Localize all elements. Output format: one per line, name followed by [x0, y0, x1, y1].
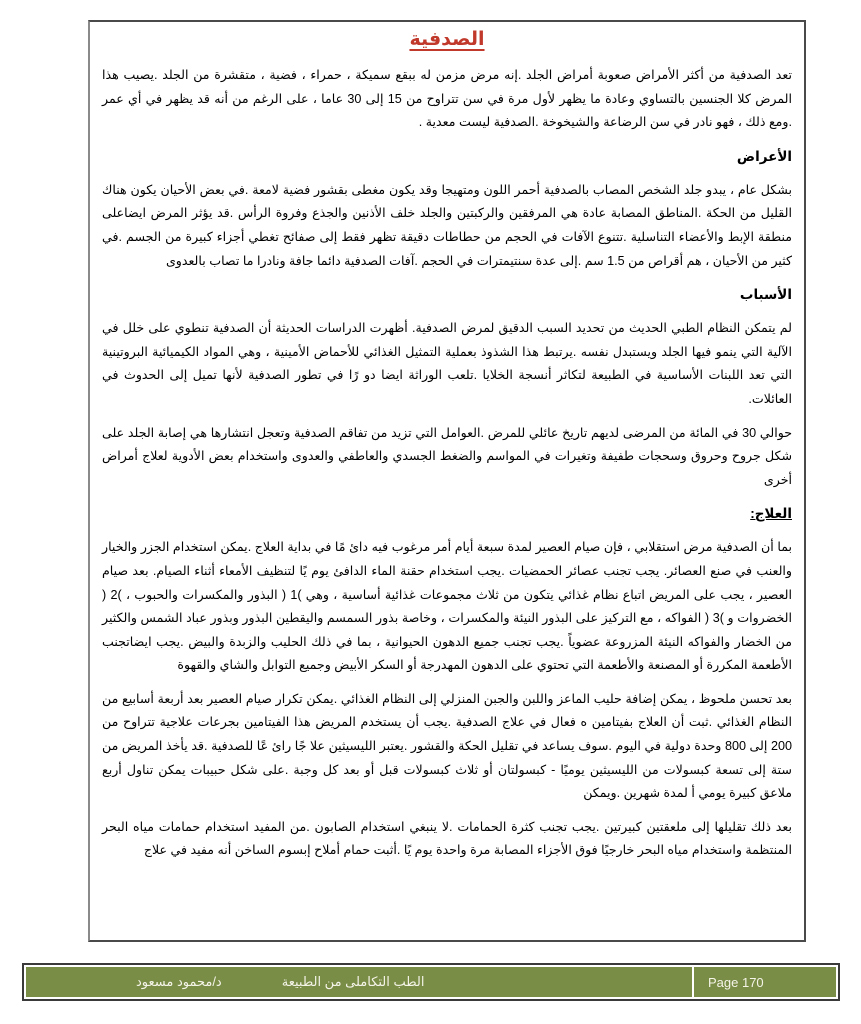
document-body — [90, 22, 804, 863]
page-number: Page 170 — [694, 967, 836, 997]
page-frame — [88, 20, 806, 942]
footer-author: د/محمود مسعود — [136, 974, 222, 989]
document-title: الصدفية — [409, 29, 485, 50]
section-heading-treatment: العلاج: — [750, 506, 792, 522]
section-heading-causes: الأسباب — [739, 287, 792, 303]
causes-paragraph-2: حوالي 30 في المائة من المرضى لديهم تاريخ عائلي للمرض .العوامل التي تزيد من تفاقم الصدفية وتعجل انتشارها هي إصابة الجلد على شكل جروح وحروق وسحجات طفيفة وتغيرات في المواسم والضغط الجسدي والعاطفي والعدوى واستخدام بعض الأدوية لعلاج أمراض أخرى — [102, 425, 793, 487]
intro-paragraph: تعد الصدفية من أكثر الأمراض صعوبة أمراض الجلد .إنه مرض مزمن له ببقع سميكة ، حمراء ، فضية ، متقشرة من الجلد .يصيب هذا المرض كلا الجنسين بالتساوي وعادة ما يظهر لأول مرة في سن تتراوح من 15 إلى 30 عاما ، على الرغم من أنه قد يظهر في أي عمر .ومع ذلك ، فهو نادر في سن الرضاعة والشيخوخة .الصدفية ليست معدية . — [102, 68, 792, 130]
treatment-paragraph-3: بعد ذلك تقليلها إلى ملعقتين كبيرتين .يجب تجنب كثرة الحمامات .لا ينبغي استخدام الصابون .من المفيد استخدام حمامات مياه البحر المنتظمة واستخدام مياه البحر خارجيًا فوق الأجزاء المصابة مرة واحدة يوم يًا .أثبت حمام أملاح إبسوم الساخن أنه مفيد في علاج — [102, 819, 792, 858]
page-footer — [22, 963, 840, 1001]
footer-book-title: الطب التكاملى من الطبيعة — [281, 974, 425, 989]
symptoms-paragraph: بشكل عام ، يبدو جلد الشخص المصاب بالصدفية أحمر اللون ومتهيجا وقد يكون مغطى بقشور فضية لامعة .في بعض الأحيان يكون هناك القليل من الحكة .المناطق المصابة عادة هي المرفقين والركبتين والجلد خلف الأذنين والجذع وفروة الرأس .قد يؤثر المرض ايضاعلى منطقة الإبط والأعضاء التناسلية .تتنوع الآفات في الحجم من حطاطات دقيقة تظهر فقط إلى صفائح تغطي أجزاء كبيرة من الجسم .في كثير من الأحيان ، هم أقراص من 1.5 سم .إلى عدة سنتيمترات في الحجم .آفات الصدفية دائما جافة ونادرا ما تصاب بالعدوى — [102, 182, 792, 268]
treatment-paragraph-1: بما أن الصدفية مرض استقلابي ، فإن صيام العصير لمدة سبعة أيام أمر مرغوب فيه داىٔ مًا في بداية العلاج .يمكن استخدام الجزر والخيار والعنب في صنع العصائر. يجب تجنب عصائر الحمضيات .يجب استخدام حقنة الماء الدافئ يوم يًا لتنظيف الأمعاء أثناء الصيام. بعد صيام العصير ، يجب على المريض اتباع نظام غذائي يتكون من ثلاث مجموعات غذائية أساسية ، وهي )1 ( البذور والمكسرات والحبوب ، )2 ( الخضروات و )3 ( الفواكه ، مع التركيز على البذور النيئة والمكسرات ، وخاصة بذور السمسم واليقطين البذور وبذور عباد الشمس والكثير من الخضار والفواكه النيئة المزروعة عضوياً .يجب تجنب جميع الدهون الحيوانية ، بما في ذلك الحليب والزبدة والبيض .يجب ايضاتجنب الأطعمة المكررة أو المصنعة والأطعمة التي تحتوي على الدهون المهدرجة أو السكر الأبيض وجميع التوابل والشاي والقهوة — [102, 540, 793, 673]
causes-paragraph-1: لم يتمكن النظام الطبي الحديث من تحديد السبب الدقيق لمرض الصدفية. أظهرت الدراسات الحديثة أن الصدفية تنطوي على خلل في الآلية التي ينمو فيها الجلد ويستبدل نفسه .يرتبط هذا الشذوذ بعملية التمثيل الغذائي للأحماض الأمينية ، وهي المواد الكيميائية البروتينية التي تعد اللبنات الأساسية في الطبيعة لتكاثر أنسجة الخلايا .تلعب الوراثة ايضا دو رًا في تطور الصدفية لأنها تميل إلى الحدوث في العائلات. — [102, 321, 792, 406]
footer-banner — [26, 967, 694, 997]
section-heading-symptoms: الأعراض — [736, 148, 792, 164]
treatment-paragraph-2: بعد تحسن ملحوظ ، يمكن إضافة حليب الماعز واللبن والجبن المنزلي إلى النظام الغذائي .يمكن تكرار صيام العصير بعد أربعة أسابيع من النظام الغذائي .ثبت أن العلاج بفيتامين ه فعال في علاج الصدفية .يجب أن يستخدم المريض هذا الفيتامين بجرعات علاجية تتراوح من 200 إلى 800 وحدة دولية في اليوم .سوف يساعد في تقليل الحكة والقشور .يعتبر الليسيثين علا جًا رائ عًا للصدفية .قد يأخذ المريض من ستة إلى تسعة كبسولات من الليسيثين يوميًا - كبسولتان أو ثلاث كبسولات قبل أو بعد كل وجبة .على شكل حبيبات يمكن تناول أربع ملاعق كبيرة يومي أ لمدة شهرين .ويمكن — [102, 691, 792, 801]
